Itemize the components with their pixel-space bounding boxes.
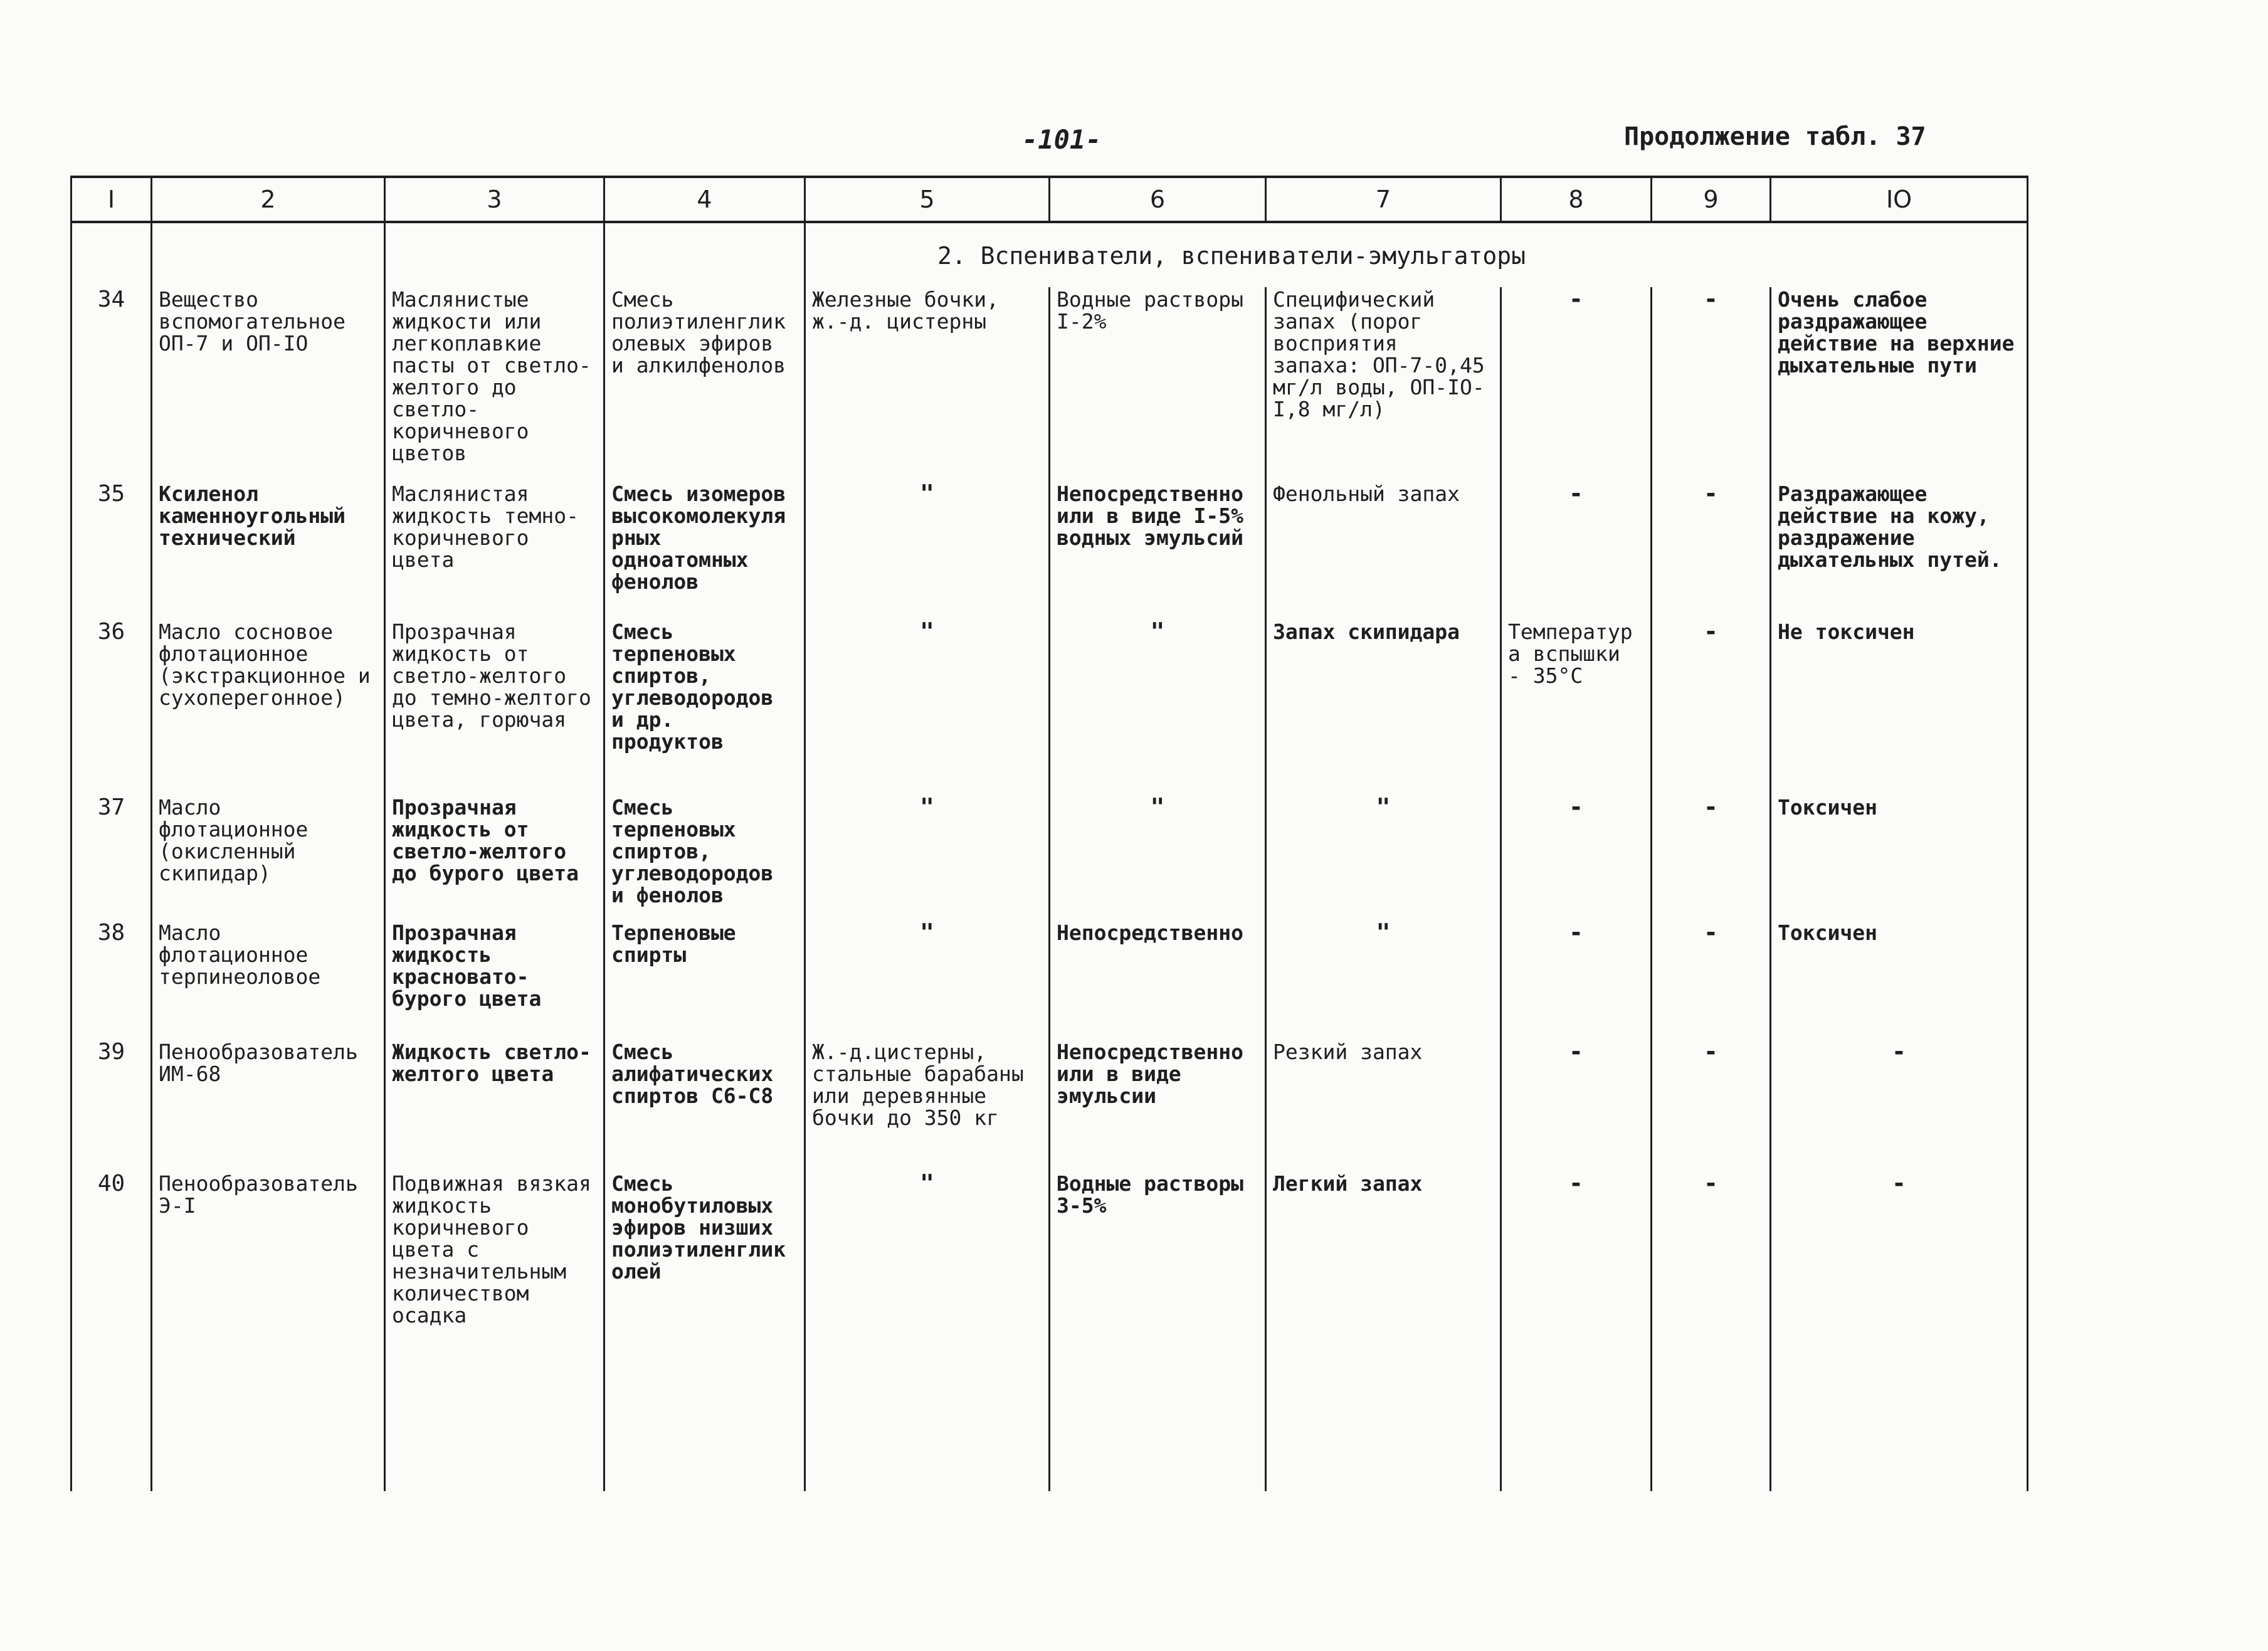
cell-odor: " bbox=[1266, 920, 1501, 1040]
cell-flammability: - bbox=[1501, 920, 1652, 1040]
cell-toxicity: Очень слабое раздражающее действие на верхние дыхательные пути bbox=[1771, 287, 2028, 482]
cell-container: " bbox=[805, 620, 1050, 795]
cell-toxicity: Не токсичен bbox=[1771, 620, 2028, 795]
table-continuation-label: Продолжение табл. 37 bbox=[1624, 122, 1926, 151]
cell-appearance: Подвижная вязкая жидкость коричневого цвета с незначительным количеством осадка bbox=[385, 1171, 604, 1491]
cell-composition: Смесь изомеров высокомолекулярных одноатомных фенолов bbox=[604, 482, 805, 620]
cell-appearance: Прозрачная жидкость красновато-бурого цвета bbox=[385, 920, 604, 1040]
column-header: 2 bbox=[152, 177, 385, 222]
cell-application: Непосредственно bbox=[1050, 920, 1266, 1040]
cell-name: Вещество вспомогательное ОП-7 и ОП-IO bbox=[152, 287, 385, 482]
cell-composition: Смесь терпеновых спиртов, углеводородов и др. продуктов bbox=[604, 620, 805, 795]
cell-appearance: Прозрачная жидкость от светло-желтого до бурого цвета bbox=[385, 795, 604, 920]
cell-col9: - bbox=[1652, 287, 1771, 482]
header-row bbox=[71, 177, 2028, 222]
column-header: I bbox=[71, 177, 152, 222]
column-header: IO bbox=[1771, 177, 2028, 222]
cell-toxicity: Токсичен bbox=[1771, 920, 2028, 1040]
cell-name: Пенообразователь Э-I bbox=[152, 1171, 385, 1491]
column-header: 8 bbox=[1501, 177, 1652, 222]
cell-application: Водные растворы I-2% bbox=[1050, 287, 1266, 482]
data-table bbox=[70, 176, 2028, 1491]
cell-application: " bbox=[1050, 620, 1266, 795]
cell-container: " bbox=[805, 920, 1050, 1040]
cell-composition: Смесь полиэтиленгликолевых эфиров и алкилфенолов bbox=[604, 287, 805, 482]
cell-name: Масло флотационное (окисленный скипидар) bbox=[152, 795, 385, 920]
cell-flammability: - bbox=[1501, 1171, 1652, 1491]
table-row bbox=[71, 1040, 2028, 1171]
row-number: 40 bbox=[71, 1171, 152, 1491]
cell-name: Масло сосновое флотационное (экстракционное и сухоперегонное) bbox=[152, 620, 385, 795]
column-header: 4 bbox=[604, 177, 805, 222]
cell-composition: Смесь монобутиловых эфиров низших полиэтиленгликолей bbox=[604, 1171, 805, 1491]
section-row bbox=[71, 222, 2028, 287]
column-header: 6 bbox=[1050, 177, 1266, 222]
cell-appearance: Жидкость светло-желтого цвета bbox=[385, 1040, 604, 1171]
cell-application: Непосредственно или в виде эмульсии bbox=[1050, 1040, 1266, 1171]
cell-toxicity: - bbox=[1771, 1171, 2028, 1491]
cell-composition: Терпеновые спирты bbox=[604, 920, 805, 1040]
cell-odor: " bbox=[1266, 795, 1501, 920]
cell-container: Ж.-д.цистерны, стальные барабаны или деревянные бочки до 350 кг bbox=[805, 1040, 1050, 1171]
row-number: 36 bbox=[71, 620, 152, 795]
cell-application: Водные растворы 3-5% bbox=[1050, 1171, 1266, 1491]
page-number: -101- bbox=[1022, 124, 1102, 155]
cell-name: Ксиленол каменноугольный технический bbox=[152, 482, 385, 620]
cell-container: " bbox=[805, 795, 1050, 920]
column-header: 3 bbox=[385, 177, 604, 222]
row-number: 35 bbox=[71, 482, 152, 620]
section-title: 2. Вспениватели, вспениватели-эмульгаторы bbox=[805, 222, 2028, 287]
column-header: 7 bbox=[1266, 177, 1501, 222]
cell-appearance: Маслянистая жидкость темно-коричневого цвета bbox=[385, 482, 604, 620]
cell-container: " bbox=[805, 482, 1050, 620]
cell-composition: Смесь терпеновых спиртов, углеводородов и фенолов bbox=[604, 795, 805, 920]
column-header: 9 bbox=[1652, 177, 1771, 222]
row-number: 39 bbox=[71, 1040, 152, 1171]
table-row bbox=[71, 1171, 2028, 1491]
cell-odor: Фенольный запах bbox=[1266, 482, 1501, 620]
row-number: 38 bbox=[71, 920, 152, 1040]
cell-toxicity: Токсичен bbox=[1771, 795, 2028, 920]
cell-composition: Смесь алифатических спиртов С6-С8 bbox=[604, 1040, 805, 1171]
cell-col9: - bbox=[1652, 1171, 1771, 1491]
cell-toxicity: Раздражающее действие на кожу, раздражение дыхательных путей. bbox=[1771, 482, 2028, 620]
table-row bbox=[71, 482, 2028, 620]
table-row bbox=[71, 795, 2028, 920]
cell-odor: Легкий запах bbox=[1266, 1171, 1501, 1491]
cell-application: Непосредственно или в виде I-5% водных эмульсий bbox=[1050, 482, 1266, 620]
table-row bbox=[71, 620, 2028, 795]
cell-flammability: - bbox=[1501, 795, 1652, 920]
cell-flammability: - bbox=[1501, 287, 1652, 482]
cell-odor: Специфический запах (порог восприятия запаха: ОП-7-0,45 мг/л воды, ОП-IO-I,8 мг/л) bbox=[1266, 287, 1501, 482]
row-number: 37 bbox=[71, 795, 152, 920]
cell-col9: - bbox=[1652, 620, 1771, 795]
row-number: 34 bbox=[71, 287, 152, 482]
column-header: 5 bbox=[805, 177, 1050, 222]
cell-application: " bbox=[1050, 795, 1266, 920]
cell-container: " bbox=[805, 1171, 1050, 1491]
cell-flammability: Температура вспышки - 35°С bbox=[1501, 620, 1652, 795]
cell-toxicity: - bbox=[1771, 1040, 2028, 1171]
table-row bbox=[71, 287, 2028, 482]
cell-odor: Резкий запах bbox=[1266, 1040, 1501, 1171]
cell-name: Пенообразователь ИМ-68 bbox=[152, 1040, 385, 1171]
cell-odor: Запах скипидара bbox=[1266, 620, 1501, 795]
cell-name: Масло флотационное терпинеоловое bbox=[152, 920, 385, 1040]
cell-col9: - bbox=[1652, 1040, 1771, 1171]
cell-container: Железные бочки, ж.-д. цистерны bbox=[805, 287, 1050, 482]
cell-col9: - bbox=[1652, 795, 1771, 920]
cell-flammability: - bbox=[1501, 1040, 1652, 1171]
cell-appearance: Прозрачная жидкость от светло-желтого до темно-желтого цвета, горючая bbox=[385, 620, 604, 795]
table-row bbox=[71, 920, 2028, 1040]
cell-flammability: - bbox=[1501, 482, 1652, 620]
cell-appearance: Маслянистые жидкости или легкоплавкие пасты от светло-желтого до светло-коричневого цветов bbox=[385, 287, 604, 482]
cell-col9: - bbox=[1652, 920, 1771, 1040]
cell-col9: - bbox=[1652, 482, 1771, 620]
